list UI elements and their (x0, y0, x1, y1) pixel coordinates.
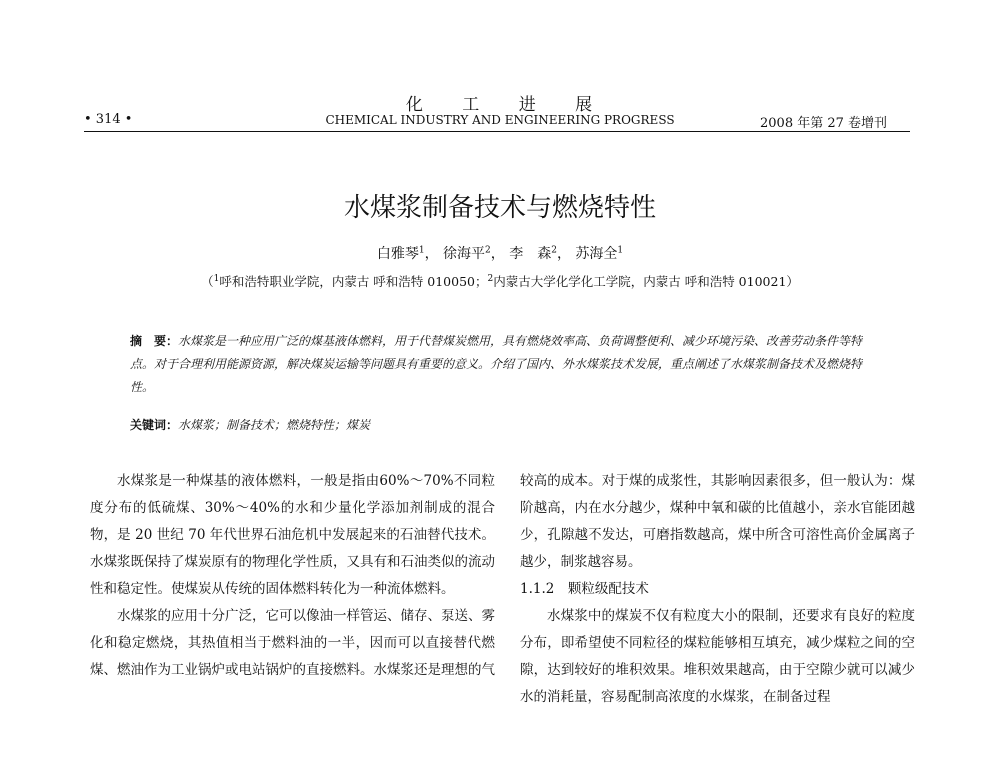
author-name: 徐海平 (443, 246, 486, 262)
affiliation-mark: 2 (551, 245, 557, 256)
issue-info: 2008 年第 27 卷增刊 (760, 116, 888, 131)
author-name: 白雅琴 (376, 246, 419, 262)
abstract-text: 水煤浆是一种应用广泛的煤基液体燃料，用于代替煤炭燃用，具有燃烧效率高、负荷调整便利、减少环境污染、改善劳动条件等特点。对于合理利用能源资源，解决煤炭运输等问题具有重要的意义。介绍了国内、外水煤浆技术发展，重点阐述了水煤浆制备技术及燃烧特性。 (130, 334, 863, 394)
body-column-left (90, 468, 495, 684)
section-heading: 1.1.2 颗粒级配技术 (520, 581, 649, 597)
affiliations: （$^1$呼和浩特职业学院，内蒙古 呼和浩特 010050；$^2$内蒙古大学化学化工学院，内蒙古 呼和浩特 010021） (201, 273, 799, 289)
keywords (130, 416, 875, 433)
affiliation-mark: 2 (485, 245, 491, 256)
body-paragraph: 水煤浆的应用十分广泛，它可以像油一样管运、储存、泵送、雾化和稳定燃烧，其热值相当于燃料油的一半，因而可以直接替代燃煤、燃油作为工业锅炉或电站锅炉的直接燃料。水煤浆还是理想的气 (90, 608, 495, 678)
affiliation-mark: 1 (418, 245, 425, 256)
body-paragraph: 水煤浆是一种煤基的液体燃料，一般是指由60%～70%不同粒度分布的低硫煤、30%～40%的水和少量化学添加剂制成的混合物，是 20 世纪 70 年代世界石油危机中发展起来的石油替代技术。水煤浆既保持了煤炭原有的物理化学性质，又具有和石油类似的流动性和稳定性。使煤炭从传统的固体燃料转化为一种流体燃料。 (90, 473, 495, 597)
author-name: 苏海全 (575, 246, 618, 262)
body-column-right (520, 468, 915, 711)
abstract-label: 摘 要： (130, 334, 179, 348)
affiliation-mark: 1 (213, 273, 220, 284)
header-divider (84, 131, 910, 132)
abstract (130, 330, 875, 399)
affiliation-1: 呼和浩特职业学院，内蒙古 呼和浩特 010050； (219, 274, 488, 289)
body-paragraph: 较高的成本。对于煤的成浆性，其影响因素很多，但一般认为：煤阶越高，内在水分越少，煤种中氧和碳的比值越小，亲水官能团越少，孔隙越不发达，可磨指数越高，煤中所含可溶性高价金属离子越少，制浆越容易。 (520, 473, 915, 570)
paper-title: 水煤浆制备技术与燃烧特性 (343, 193, 656, 223)
affiliation-mark: 1 (617, 245, 624, 256)
keywords-text: 水煤浆；制备技术；燃烧特性；煤炭 (178, 418, 371, 432)
affiliation-2: 内蒙古大学化学化工学院，内蒙古 呼和浩特 010021 (493, 274, 787, 289)
affiliation-mark: 2 (487, 273, 494, 284)
page-number: • 314 • (84, 112, 133, 127)
author-list: 白雅琴$^1$， 徐海平$^2$， 李 森$^2$， 苏海全$^1$ (376, 245, 624, 262)
journal-name-en: CHEMICAL INDUSTRY AND ENGINEERING PROGRESS (325, 113, 675, 127)
author-name: 李 森 (509, 246, 552, 262)
keywords-label: 关键词： (130, 418, 179, 432)
journal-name-cn: 化 工 进 展 (405, 95, 595, 115)
body-paragraph: 水煤浆中的煤炭不仅有粒度大小的限制，还要求有良好的粒度分布，即希望使不同粒径的煤粒能够相互填充，减少煤粒之间的空隙，达到较好的堆积效果。堆积效果越高，由于空隙少就可以减少水的消耗量，容易配制高浓度的水煤浆，在制备过程 (520, 608, 915, 705)
